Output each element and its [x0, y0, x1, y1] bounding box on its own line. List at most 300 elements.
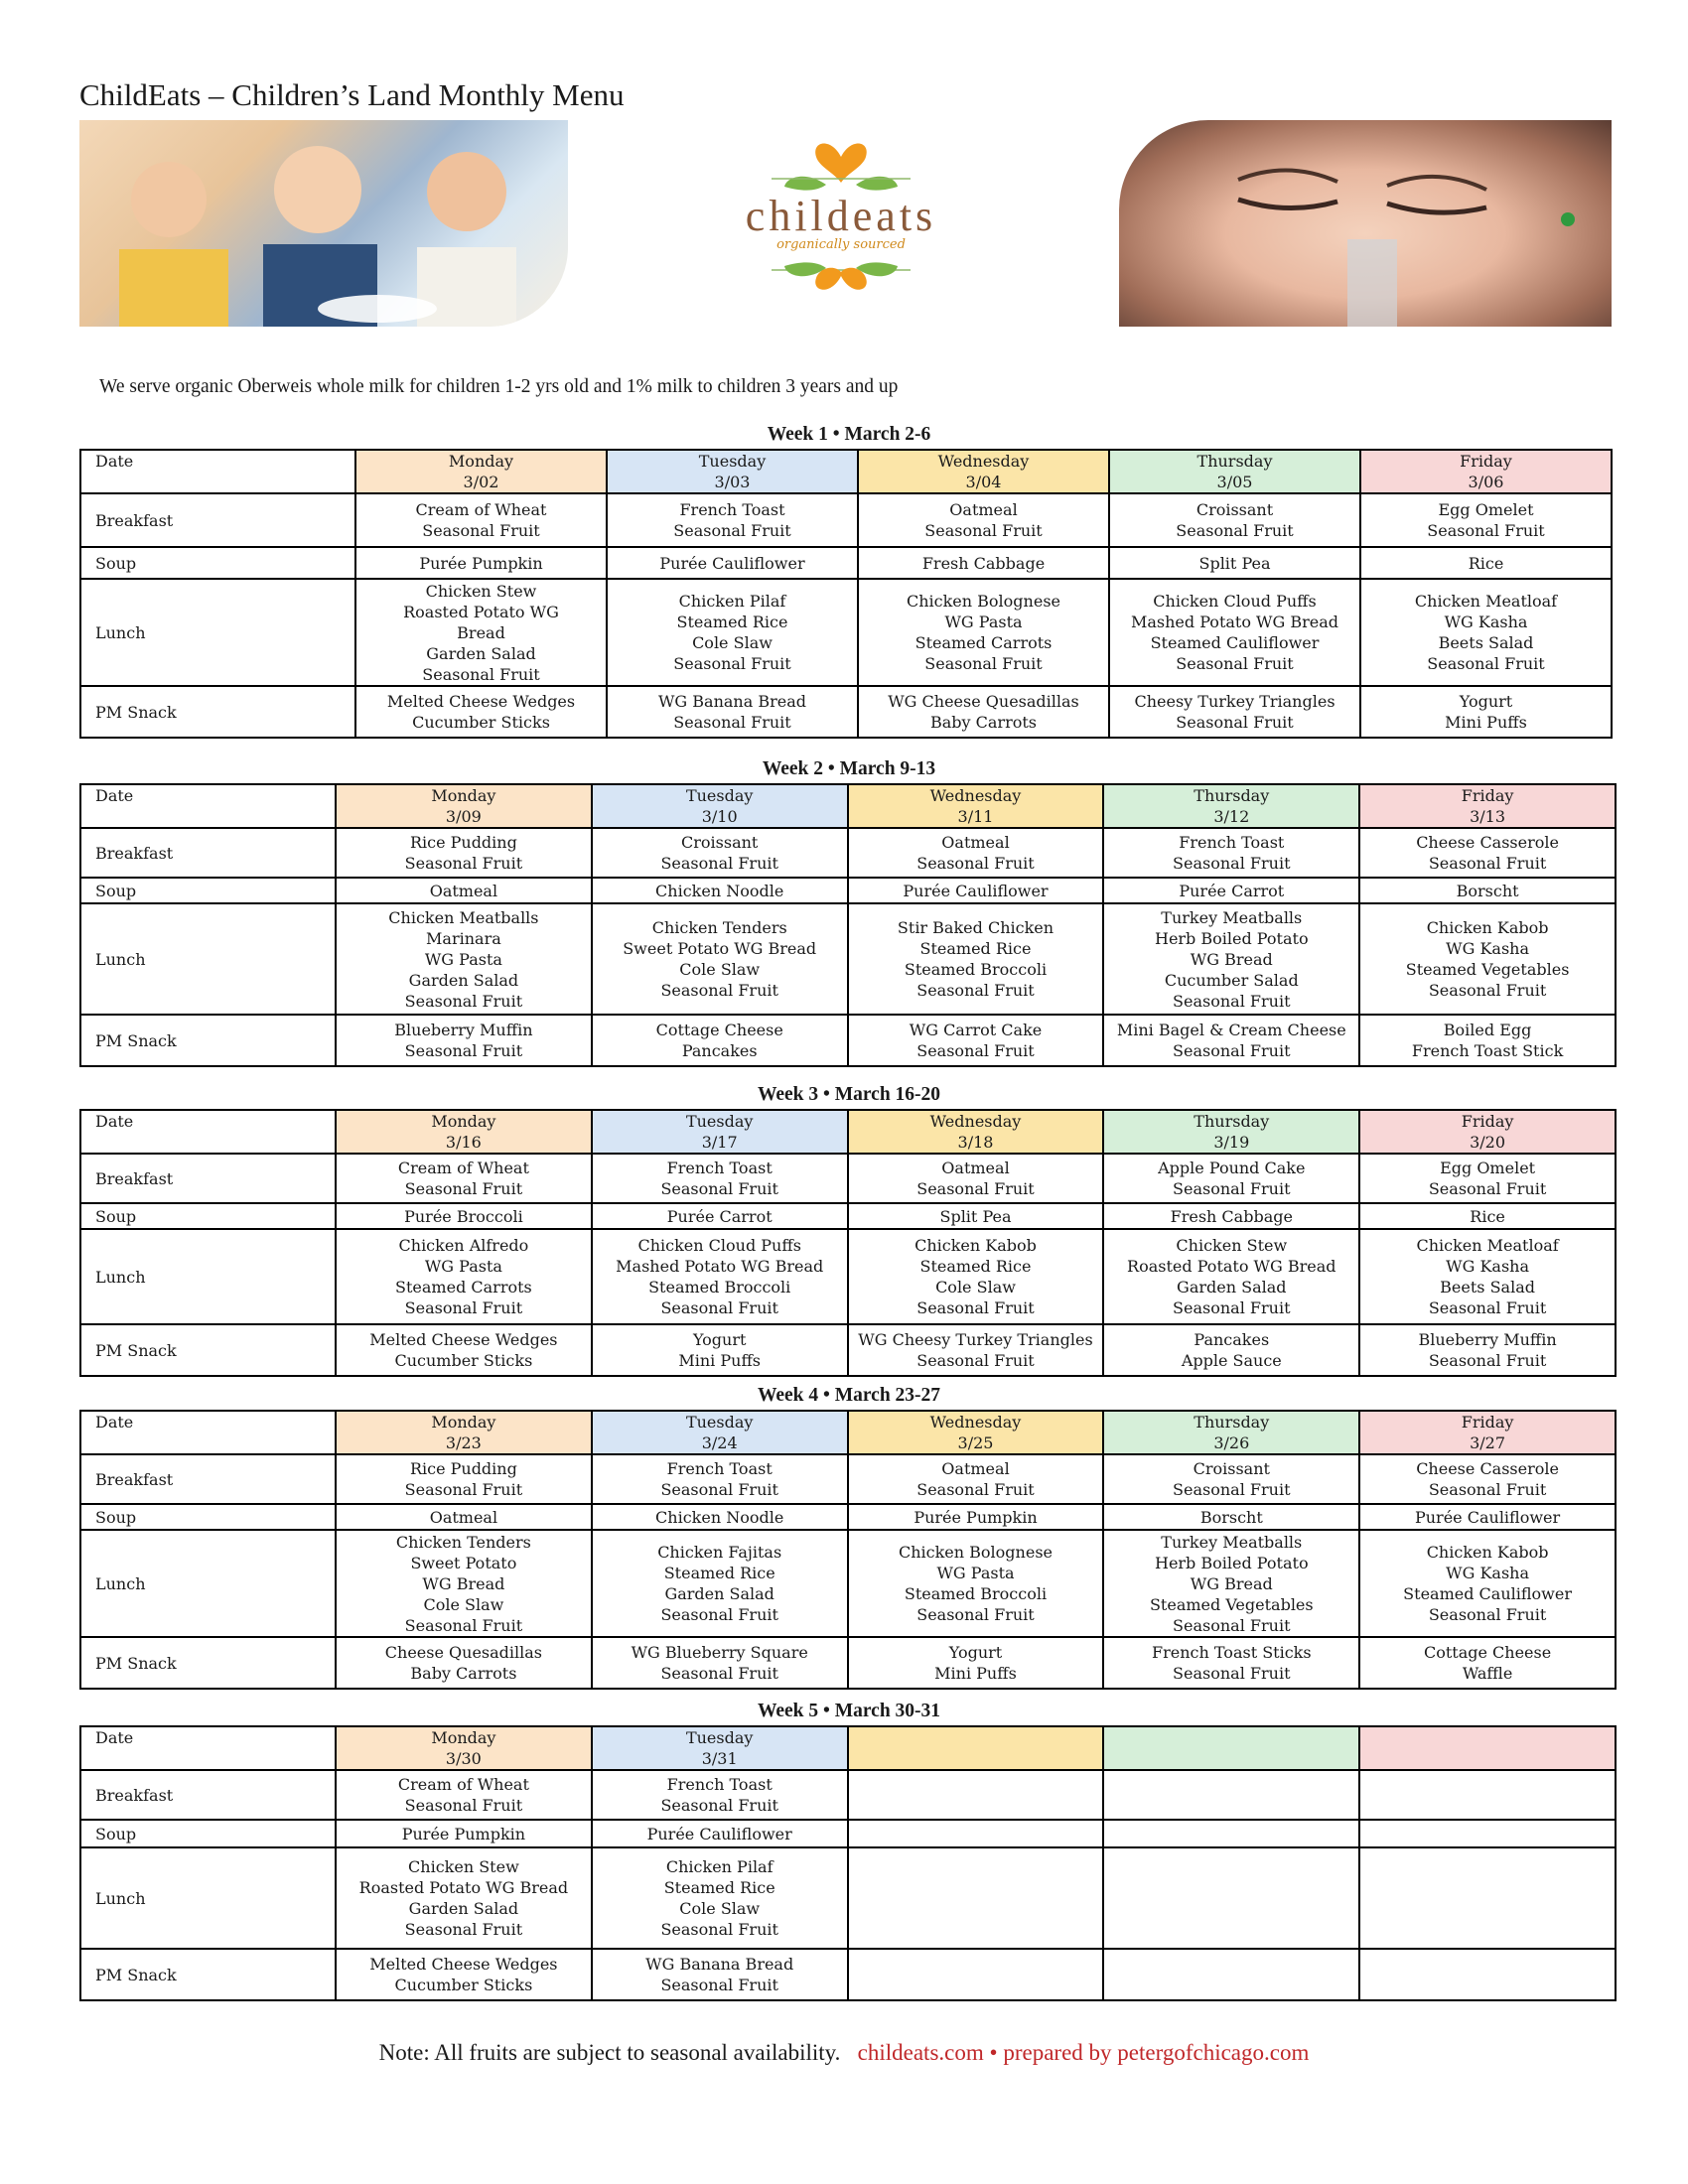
day-date: 3/03	[714, 473, 751, 491]
day-date: 3/24	[701, 1433, 738, 1452]
week-1-title: Week 1 • March 2-6	[767, 424, 931, 445]
breakfast-row	[80, 493, 1612, 547]
menu-item: Mini Puffs	[934, 1664, 1017, 1683]
wednesday-snack-cell	[848, 1637, 1104, 1689]
menu-item: Seasonal Fruit	[1173, 1615, 1291, 1635]
lunch-row-label: Lunch	[80, 1847, 336, 1949]
monday-snack-cell	[355, 686, 607, 738]
week-3-title: Week 3 • March 16-20	[757, 1084, 941, 1105]
tuesday-breakfast-cell	[592, 1454, 848, 1504]
menu-item: WG Bread	[1190, 949, 1273, 969]
menu-item: Sweet Potato WG Bread	[623, 939, 817, 958]
lunch-row-label: Lunch	[80, 1229, 336, 1324]
date-row	[80, 784, 1616, 828]
day-date: 3/05	[1216, 473, 1253, 491]
snack-row-label: PM Snack	[80, 1015, 336, 1066]
day-name: Friday	[1461, 1112, 1514, 1131]
menu-item: Seasonal Fruit	[404, 1041, 523, 1060]
menu-item: Chicken Stew	[1176, 1236, 1288, 1255]
tuesday-lunch-cell	[592, 1847, 848, 1949]
menu-item: Cream of Wheat	[415, 500, 547, 519]
thursday-soup-cell	[1103, 878, 1359, 903]
menu-item: French Toast Stick	[1411, 1041, 1564, 1060]
monday-lunch-cell	[336, 903, 592, 1015]
day-date: 3/18	[957, 1133, 994, 1152]
friday-snack-cell	[1359, 1015, 1616, 1066]
tuesday-soup-cell	[592, 1504, 848, 1530]
menu-item: Cream of Wheat	[397, 1775, 529, 1794]
menu-item: Steamed Broccoli	[904, 960, 1048, 979]
soup-row-label: Soup	[80, 878, 336, 903]
monday-lunch-cell	[336, 1847, 592, 1949]
friday-lunch-cell	[1359, 1530, 1616, 1637]
menu-item: Steamed Vegetables	[1405, 960, 1570, 979]
breakfast-row	[80, 828, 1616, 878]
menu-item: Steamed Rice	[663, 1878, 775, 1897]
thursday-header	[1103, 1726, 1359, 1770]
thursday-soup-cell	[1103, 1820, 1359, 1847]
menu-item: Steamed Cauliflower	[1403, 1584, 1572, 1603]
menu-item: Seasonal Fruit	[660, 1976, 778, 1994]
menu-item: Garden Salad	[664, 1584, 774, 1603]
menu-item: Purée Cauliflower	[1414, 1507, 1561, 1527]
day-date: 3/27	[1470, 1433, 1506, 1452]
friday-breakfast-cell	[1360, 493, 1612, 547]
menu-item: WG Pasta	[424, 949, 502, 969]
menu-item: Apple Pound Cake	[1158, 1159, 1306, 1177]
day-name: Friday	[1461, 786, 1514, 805]
day-date: 3/09	[445, 807, 482, 826]
menu-item: WG Banana Bread	[645, 1955, 794, 1974]
thursday-soup-cell	[1103, 1203, 1359, 1229]
snack-row	[80, 686, 1612, 738]
thursday-lunch-cell	[1103, 1530, 1359, 1637]
menu-item: Purée Cauliflower	[659, 553, 805, 573]
menu-item: Seasonal Fruit	[1173, 1480, 1291, 1499]
menu-item: Yogurt	[948, 1643, 1003, 1662]
thursday-snack-cell	[1109, 686, 1360, 738]
friday-soup-cell	[1359, 1504, 1616, 1530]
soup-row	[80, 1820, 1616, 1847]
menu-item: Beets Salad	[1440, 1278, 1535, 1297]
wednesday-lunch-cell	[848, 1229, 1104, 1324]
thursday-header	[1103, 1411, 1359, 1454]
wednesday-lunch-cell	[848, 1530, 1104, 1637]
menu-item: Bread	[457, 622, 505, 642]
menu-item: Croissant	[1196, 500, 1274, 519]
day-name: Wednesday	[929, 1112, 1022, 1131]
wednesday-breakfast-cell	[848, 1770, 1104, 1820]
wednesday-snack-cell	[848, 1949, 1104, 2000]
child-closeup-illustration	[1119, 120, 1612, 327]
thursday-header	[1103, 784, 1359, 828]
day-name: Wednesday	[929, 1413, 1022, 1432]
menu-item: Stir Baked Chicken	[897, 918, 1055, 937]
friday-breakfast-cell	[1359, 1154, 1616, 1203]
thursday-breakfast-cell	[1103, 1454, 1359, 1504]
menu-item: Seasonal Fruit	[916, 1605, 1035, 1624]
childeats-logo	[707, 127, 975, 326]
menu-item: Melted Cheese Wedges	[369, 1955, 558, 1974]
monday-header	[336, 784, 592, 828]
menu-item: Seasonal Fruit	[916, 1179, 1035, 1198]
day-date: 3/19	[1213, 1133, 1250, 1152]
menu-item: Chicken Tenders	[395, 1532, 531, 1552]
menu-item: Cheese Casserole	[1416, 1459, 1559, 1478]
menu-item: Chicken Pilaf	[678, 592, 786, 611]
tuesday-breakfast-cell	[607, 493, 858, 547]
friday-snack-cell	[1359, 1637, 1616, 1689]
breakfast-row	[80, 1770, 1616, 1820]
logo-brand-text: childeats	[745, 192, 937, 240]
menu-item: Purée Pumpkin	[401, 1824, 526, 1843]
menu-item: Chicken Kabob	[1426, 918, 1549, 937]
menu-item: Fresh Cabbage	[921, 553, 1046, 573]
menu-item: Purée Cauliflower	[903, 881, 1049, 900]
menu-item: Rice	[1468, 553, 1504, 573]
menu-item: Mini Puffs	[678, 1351, 762, 1370]
menu-item: Egg Omelet	[1438, 500, 1534, 519]
menu-item: Cucumber Sticks	[394, 1351, 533, 1370]
menu-item: Chicken Meatballs	[388, 907, 539, 927]
menu-item: French Toast Sticks	[1152, 1643, 1312, 1662]
menu-item: Seasonal Fruit	[916, 1298, 1035, 1317]
thursday-soup-cell	[1109, 547, 1360, 579]
soup-row	[80, 878, 1616, 903]
menu-item: Cottage Cheese	[1423, 1643, 1552, 1662]
lunch-row	[80, 903, 1616, 1015]
monday-breakfast-cell	[355, 493, 607, 547]
menu-item: Seasonal Fruit	[1173, 991, 1291, 1011]
menu-item: Cheese Casserole	[1416, 833, 1559, 852]
menu-item: Garden Salad	[408, 970, 519, 990]
wednesday-breakfast-cell	[848, 1154, 1104, 1203]
wednesday-lunch-cell	[848, 903, 1104, 1015]
date-row-label: Date	[80, 450, 355, 493]
menu-item: Seasonal Fruit	[916, 1351, 1035, 1370]
menu-item: Steamed Carrots	[914, 633, 1053, 652]
thursday-header	[1103, 1110, 1359, 1154]
menu-item: Seasonal Fruit	[1173, 1041, 1291, 1060]
menu-item: Oatmeal	[429, 1507, 498, 1527]
menu-item: Split Pea	[939, 1206, 1012, 1226]
menu-item: Purée Pumpkin	[914, 1507, 1038, 1527]
menu-item: Steamed Rice	[919, 939, 1032, 958]
monday-snack-cell	[336, 1949, 592, 2000]
menu-item: Seasonal Fruit	[660, 1920, 778, 1939]
friday-lunch-cell	[1359, 1847, 1616, 1949]
wednesday-snack-cell	[848, 1015, 1104, 1066]
tuesday-lunch-cell	[607, 579, 858, 686]
menu-item: Chicken Stew	[425, 581, 537, 601]
menu-item: Mini Bagel & Cream Cheese	[1116, 1021, 1346, 1039]
menu-item: Seasonal Fruit	[660, 1179, 778, 1198]
menu-item: Purée Carrot	[1179, 881, 1285, 900]
soup-row	[80, 547, 1612, 579]
menu-item: Oatmeal	[949, 500, 1018, 519]
footer-note: Note: All fruits are subject to seasonal availability.	[378, 2040, 841, 2065]
date-row-label: Date	[80, 784, 336, 828]
date-row	[80, 1110, 1616, 1154]
tuesday-header	[592, 1726, 848, 1770]
menu-item: Chicken Cloud Puffs	[1153, 592, 1317, 611]
menu-item: WG Kasha	[1446, 1257, 1530, 1276]
menu-item: Beets Salad	[1438, 633, 1534, 652]
wednesday-header	[858, 450, 1109, 493]
day-name: Tuesday	[685, 1728, 754, 1747]
child-closeup-photo	[1119, 120, 1612, 327]
menu-item: Blueberry Muffin	[1418, 1330, 1557, 1349]
date-row	[80, 1726, 1616, 1770]
menu-item: Seasonal Fruit	[660, 981, 778, 1000]
menu-item: Cole Slaw	[423, 1594, 504, 1614]
milk-policy-text: We serve organic Oberweis whole milk for children 1-2 yrs old and 1% milk to children 3 years and up	[99, 376, 899, 397]
menu-item: French Toast	[666, 1459, 773, 1478]
day-name: Tuesday	[685, 1413, 754, 1432]
date-row-label: Date	[80, 1726, 336, 1770]
day-name: Monday	[431, 1728, 496, 1747]
friday-soup-cell	[1359, 1203, 1616, 1229]
snack-row	[80, 1324, 1616, 1376]
menu-item: Cole Slaw	[692, 633, 773, 652]
menu-item: Oatmeal	[941, 1459, 1010, 1478]
menu-item: Seasonal Fruit	[404, 1298, 523, 1317]
lunch-row-label: Lunch	[80, 579, 355, 686]
monday-lunch-cell	[336, 1530, 592, 1637]
friday-snack-cell	[1360, 686, 1612, 738]
monday-breakfast-cell	[336, 1770, 592, 1820]
menu-item: Split Pea	[1198, 553, 1271, 573]
menu-item: Yogurt	[1459, 692, 1513, 711]
monday-soup-cell	[336, 878, 592, 903]
monday-soup-cell	[336, 1203, 592, 1229]
menu-item: Melted Cheese Wedges	[369, 1330, 558, 1349]
friday-soup-cell	[1359, 878, 1616, 903]
menu-item: Chicken Bolognese	[906, 592, 1060, 611]
menu-item: Cucumber Sticks	[394, 1976, 533, 1994]
menu-item: WG Pasta	[936, 1564, 1015, 1582]
children-eating-photo	[79, 120, 568, 327]
tuesday-breakfast-cell	[592, 828, 848, 878]
menu-item: French Toast	[679, 500, 785, 519]
menu-item: WG Pasta	[944, 613, 1023, 631]
monday-snack-cell	[336, 1324, 592, 1376]
tuesday-breakfast-cell	[592, 1770, 848, 1820]
day-name: Thursday	[1196, 452, 1273, 471]
footer-site-link[interactable]: childeats.com	[857, 2040, 984, 2065]
week-5-menu-table	[79, 1725, 1617, 2001]
menu-item: French Toast	[666, 1775, 773, 1794]
menu-item: Seasonal Fruit	[1428, 1298, 1547, 1317]
footer-prepared-by[interactable]: prepared by petergofchicago.com	[1003, 2040, 1310, 2065]
tuesday-snack-cell	[592, 1015, 848, 1066]
friday-soup-cell	[1359, 1820, 1616, 1847]
day-date: 3/12	[1213, 807, 1250, 826]
breakfast-row-label: Breakfast	[80, 828, 336, 878]
wednesday-lunch-cell	[848, 1847, 1104, 1949]
menu-item: Chicken Fajitas	[657, 1543, 782, 1562]
menu-item: WG Cheesy Turkey Triangles	[858, 1330, 1093, 1349]
thursday-breakfast-cell	[1103, 1770, 1359, 1820]
week-5-title: Week 5 • March 30-31	[757, 1701, 941, 1721]
menu-item: Seasonal Fruit	[673, 654, 791, 673]
menu-item: Rice	[1470, 1206, 1505, 1226]
thursday-lunch-cell	[1103, 1229, 1359, 1324]
lunch-row	[80, 579, 1612, 686]
menu-item: Garden Salad	[426, 643, 536, 663]
tuesday-soup-cell	[592, 1820, 848, 1847]
monday-lunch-cell	[336, 1229, 592, 1324]
wednesday-breakfast-cell	[848, 828, 1104, 878]
thursday-lunch-cell	[1103, 1847, 1359, 1949]
friday-breakfast-cell	[1359, 828, 1616, 878]
tuesday-soup-cell	[607, 547, 858, 579]
menu-item: WG Banana Bread	[657, 692, 807, 711]
soup-row-label: Soup	[80, 1203, 336, 1229]
thursday-snack-cell	[1103, 1015, 1359, 1066]
menu-item: Seasonal Fruit	[422, 664, 540, 684]
soup-row-label: Soup	[80, 547, 355, 579]
friday-soup-cell	[1360, 547, 1612, 579]
menu-item: Seasonal Fruit	[924, 521, 1043, 540]
menu-item: Oatmeal	[429, 881, 498, 900]
menu-item: Steamed Broccoli	[648, 1278, 791, 1297]
wednesday-soup-cell	[848, 878, 1104, 903]
wednesday-breakfast-cell	[848, 1454, 1104, 1504]
tuesday-snack-cell	[592, 1324, 848, 1376]
friday-header	[1359, 784, 1616, 828]
menu-item: Chicken Meatloaf	[1416, 1236, 1559, 1255]
menu-item: Roasted Potato WG Bread	[358, 1878, 569, 1897]
snack-row-label: PM Snack	[80, 1324, 336, 1376]
menu-item: WG Bread	[422, 1573, 505, 1593]
soup-row	[80, 1504, 1616, 1530]
friday-header	[1359, 1110, 1616, 1154]
menu-item: Seasonal Fruit	[1427, 521, 1545, 540]
menu-item: Chicken Noodle	[655, 881, 784, 900]
menu-item: Seasonal Fruit	[1173, 1298, 1291, 1317]
menu-item: Seasonal Fruit	[660, 1605, 778, 1624]
menu-item: Cucumber Salad	[1164, 970, 1299, 990]
thursday-lunch-cell	[1109, 579, 1360, 686]
lunch-row-label: Lunch	[80, 1530, 336, 1637]
friday-snack-cell	[1359, 1324, 1616, 1376]
menu-item: Seasonal Fruit	[1427, 654, 1545, 673]
snack-row	[80, 1637, 1616, 1689]
menu-item: Sweet Potato	[410, 1553, 517, 1572]
menu-item: Seasonal Fruit	[1176, 521, 1294, 540]
day-name: Monday	[431, 1413, 496, 1432]
menu-item: WG Carrot Cake	[909, 1021, 1043, 1039]
friday-header	[1360, 450, 1612, 493]
snack-row-label: PM Snack	[80, 686, 355, 738]
menu-item: WG Cheese Quesadillas	[888, 692, 1079, 711]
menu-item: Chicken Bolognese	[898, 1543, 1053, 1562]
wednesday-snack-cell	[858, 686, 1109, 738]
week-4-menu-table	[79, 1410, 1617, 1690]
menu-item: Mini Puffs	[1445, 713, 1527, 732]
week-2-menu-table	[79, 783, 1617, 1067]
menu-item: Baby Carrots	[929, 713, 1037, 732]
menu-item: French Toast	[1179, 833, 1285, 852]
monday-lunch-cell	[355, 579, 607, 686]
menu-item: Seasonal Fruit	[1173, 1179, 1291, 1198]
menu-item: Cheese Quesadillas	[384, 1643, 543, 1662]
menu-item: Steamed Vegetables	[1149, 1594, 1314, 1614]
breakfast-row-label: Breakfast	[80, 1770, 336, 1820]
monday-header	[336, 1726, 592, 1770]
monday-breakfast-cell	[336, 828, 592, 878]
day-date: 3/17	[701, 1133, 738, 1152]
menu-item: Seasonal Fruit	[673, 521, 791, 540]
menu-item: Steamed Rice	[676, 613, 788, 631]
breakfast-row-label: Breakfast	[80, 493, 355, 547]
date-row-label: Date	[80, 1110, 336, 1154]
menu-item: Steamed Broccoli	[904, 1584, 1048, 1603]
day-date: 3/16	[445, 1133, 482, 1152]
day-date: 3/06	[1468, 473, 1504, 491]
menu-item: Seasonal Fruit	[1428, 1480, 1547, 1499]
tuesday-header	[592, 1411, 848, 1454]
menu-item: Croissant	[1193, 1459, 1270, 1478]
menu-item: Marinara	[426, 928, 501, 948]
thursday-breakfast-cell	[1103, 828, 1359, 878]
menu-item: Borscht	[1456, 881, 1519, 900]
menu-item: Seasonal Fruit	[404, 1179, 523, 1198]
monday-breakfast-cell	[336, 1154, 592, 1203]
wednesday-soup-cell	[848, 1504, 1104, 1530]
menu-item: Chicken Kabob	[914, 1236, 1037, 1255]
menu-item: Seasonal Fruit	[1428, 1605, 1547, 1624]
week-3-menu-table	[79, 1109, 1617, 1377]
menu-item: Waffle	[1462, 1664, 1513, 1683]
menu-item: Chicken Noodle	[655, 1507, 784, 1527]
menu-item: Egg Omelet	[1440, 1159, 1536, 1177]
menu-item: Purée Pumpkin	[419, 553, 543, 573]
menu-item: Chicken Pilaf	[665, 1857, 774, 1876]
snack-row-label: PM Snack	[80, 1949, 336, 2000]
monday-header	[355, 450, 607, 493]
wednesday-header	[848, 1110, 1104, 1154]
snack-row	[80, 1015, 1616, 1066]
menu-item: Yogurt	[692, 1330, 747, 1349]
menu-item: Roasted Potato WG Bread	[1127, 1257, 1336, 1276]
monday-snack-cell	[336, 1637, 592, 1689]
menu-item: Seasonal Fruit	[1176, 713, 1294, 732]
menu-item: Fresh Cabbage	[1170, 1206, 1293, 1226]
day-name: Wednesday	[929, 786, 1022, 805]
page-title: ChildEats – Children’s Land Monthly Menu	[79, 77, 625, 112]
day-name: Friday	[1460, 452, 1512, 471]
tuesday-header	[592, 784, 848, 828]
menu-item: Herb Boiled Potato	[1154, 1553, 1309, 1572]
friday-lunch-cell	[1359, 1229, 1616, 1324]
monday-header	[336, 1110, 592, 1154]
breakfast-row	[80, 1454, 1616, 1504]
date-row	[80, 450, 1612, 493]
wednesday-header	[848, 784, 1104, 828]
week-2-title: Week 2 • March 9-13	[762, 758, 936, 779]
menu-item: Seasonal Fruit	[404, 1796, 523, 1815]
wednesday-soup-cell	[848, 1820, 1104, 1847]
breakfast-row	[80, 1154, 1616, 1203]
menu-item: Blueberry Muffin	[394, 1021, 533, 1039]
tuesday-lunch-cell	[592, 1229, 848, 1324]
day-name: Thursday	[1194, 786, 1270, 805]
menu-item: Cole Slaw	[679, 960, 761, 979]
menu-item: Rice Pudding	[409, 833, 517, 852]
menu-item: Seasonal Fruit	[660, 1480, 778, 1499]
